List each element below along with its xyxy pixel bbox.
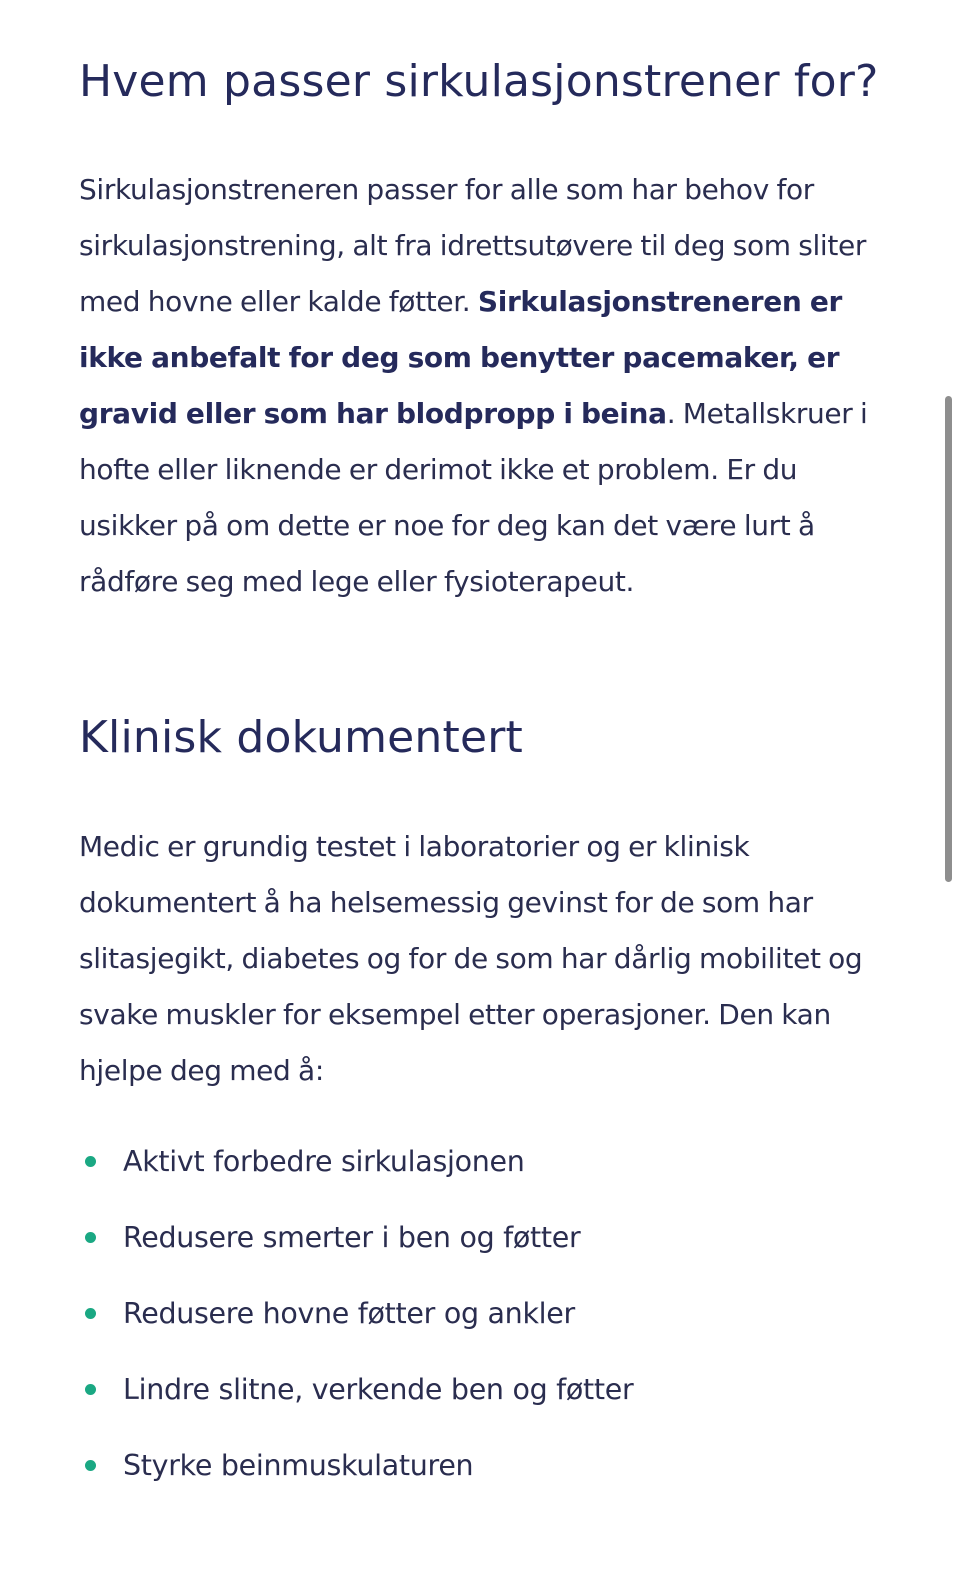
list-item	[79, 1438, 633, 1514]
list-item-label: Redusere hovne føtter og ankler	[123, 1297, 575, 1330]
list-item-label: Redusere smerter i ben og føtter	[123, 1221, 581, 1254]
list-item	[79, 1210, 633, 1286]
benefits-list	[79, 1134, 633, 1514]
section-paragraph-clinical: Medic er grundig testet i laboratorier og er klinisk dokumentert å ha helsemessig gevinst for de som har slitasjegikt, diabetes og for de som har dårlig mobilitet og svake muskler for eksempel etter operasjoner. Den kan hjelpe deg med å:	[79, 830, 863, 1087]
list-item	[79, 1134, 633, 1210]
paragraph-warning-bold: Sirkulasjonstreneren er ikke anbefalt for deg som benytter pacemaker, er gravid eller som har blodpropp i beina	[79, 285, 842, 430]
list-item	[79, 1362, 633, 1438]
vertical-scrollbar[interactable]	[945, 396, 952, 882]
section-title-clinical: Klinisk dokumentert	[79, 712, 523, 763]
section-title-who: Hvem passer sirkulasjonstrener for?	[79, 56, 879, 107]
paragraph-text-end: . Metallskruer i hofte eller liknende er derimot ikke et problem. Er du usikker på om dette er noe for deg kan det være lurt å rådføre seg med lege eller fysioterapeut.	[79, 397, 868, 598]
paragraph-text-start: Sirkulasjonstreneren passer for alle som har behov for sirkulasjonstrening, alt fra idrettsutøvere til deg som sliter med hovne eller kalde føtter.	[79, 173, 867, 318]
bullet-dot-icon	[85, 1308, 96, 1319]
list-item-label: Lindre slitne, verkende ben og føtter	[123, 1373, 634, 1406]
bullet-dot-icon	[85, 1460, 96, 1471]
bullet-dot-icon	[85, 1156, 96, 1167]
list-item-label: Styrke beinmuskulaturen	[123, 1449, 474, 1482]
bullet-dot-icon	[85, 1232, 96, 1243]
section-paragraph-who	[79, 162, 889, 610]
list-item-label: Aktivt forbedre sirkulasjonen	[123, 1145, 525, 1178]
list-item	[79, 1286, 633, 1362]
bullet-dot-icon	[85, 1384, 96, 1395]
